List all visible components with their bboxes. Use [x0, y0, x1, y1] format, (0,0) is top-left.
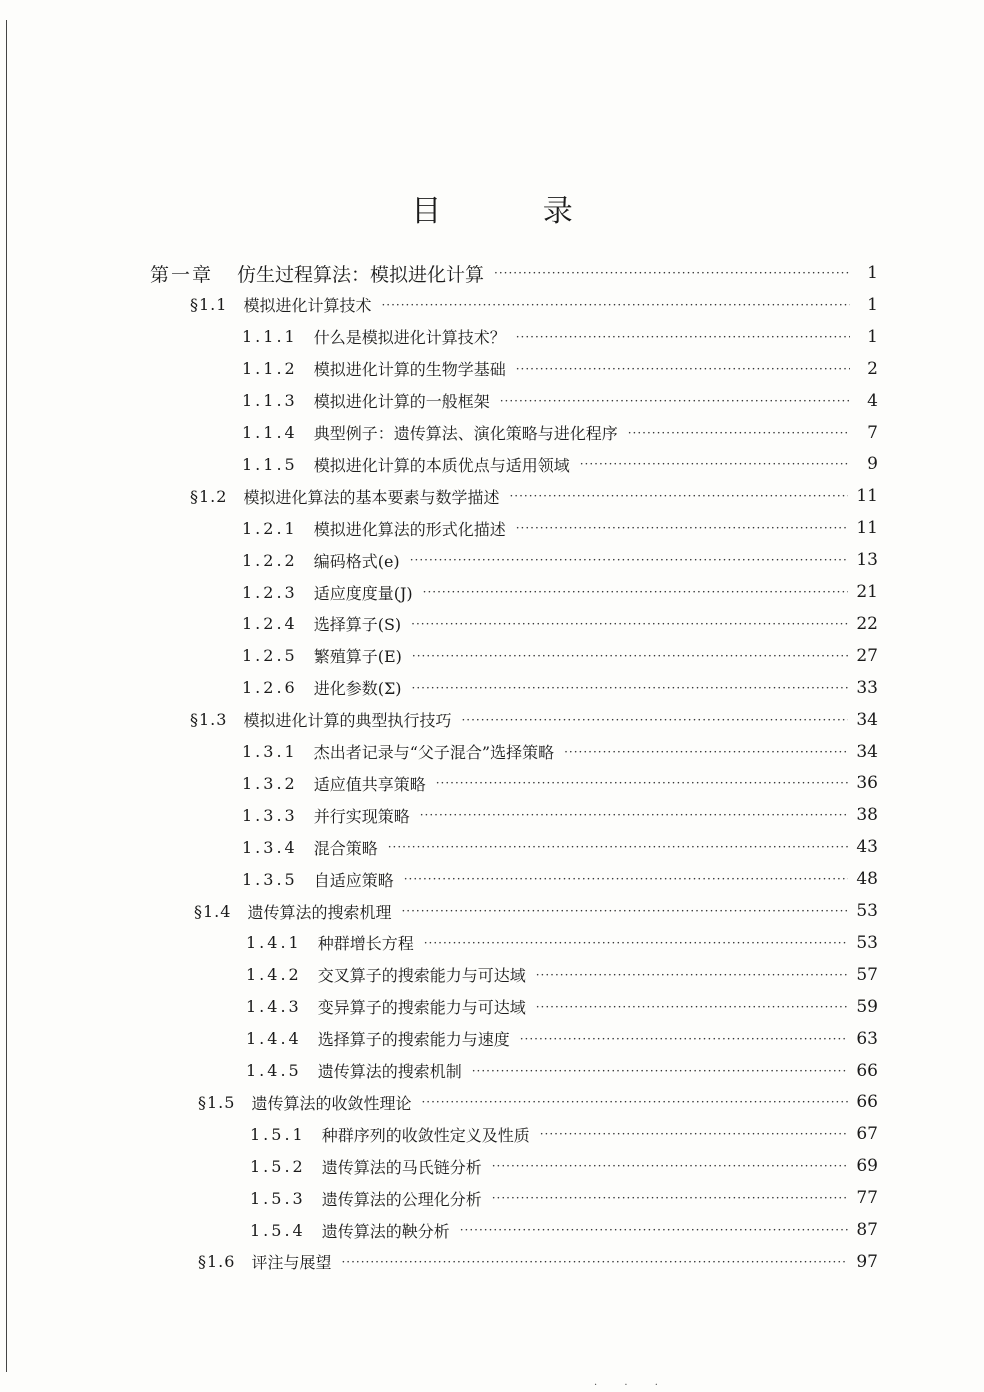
toc-entry-number: 1.3.4 — [242, 837, 298, 857]
dot-leader — [536, 1000, 849, 1014]
toc-entry-number: §1.2 — [190, 486, 228, 506]
dot-leader — [494, 266, 850, 280]
dot-leader — [401, 904, 848, 918]
toc-entry[interactable] — [194, 895, 878, 927]
toc-entry-page-number: 53 — [856, 932, 878, 953]
toc-entry[interactable] — [242, 767, 878, 799]
toc-entry-number: 1.5.4 — [250, 1220, 306, 1240]
toc-entry[interactable] — [242, 512, 878, 544]
toc-entry[interactable] — [242, 799, 878, 831]
page-footer-mark: · · · — [594, 1380, 670, 1391]
toc-entry-title: 遗传算法的鞅分析 — [321, 1221, 450, 1241]
toc-entry-page-number: 67 — [856, 1124, 878, 1145]
toc-entry-page-number: 11 — [856, 518, 878, 539]
toc-entry-number: §1.4 — [194, 901, 232, 921]
toc-entry[interactable] — [246, 991, 878, 1023]
toc-entry[interactable] — [250, 1118, 878, 1150]
toc-entry-title: 评注与展望 — [251, 1253, 332, 1273]
toc-entry-number: 1.4.1 — [246, 933, 302, 953]
toc-entry-title: 典型例子：遗传算法、演化策略与进化程序 — [313, 424, 618, 443]
toc-entry-page-number: 2 — [867, 358, 878, 379]
dot-leader — [388, 840, 849, 854]
toc-entry[interactable] — [242, 544, 878, 576]
toc-entry[interactable] — [242, 831, 878, 863]
toc-entry-page-number: 69 — [856, 1156, 878, 1177]
dot-leader — [461, 713, 848, 727]
dot-leader — [500, 394, 850, 408]
toc-entry-page-number: 13 — [856, 550, 878, 571]
toc-entry-title: 遗传算法的搜索机制 — [317, 1062, 462, 1081]
toc-entry-number: 1.1.4 — [242, 423, 298, 442]
toc-entry-number: 1.3.3 — [242, 805, 298, 825]
toc-entry-number: 1.2.6 — [242, 678, 298, 698]
toc-entry-number: 1.1.2 — [242, 359, 298, 379]
dot-leader — [628, 426, 850, 440]
dot-leader — [516, 521, 849, 535]
toc-entry-number: 1.5.1 — [250, 1124, 306, 1144]
toc-entry-title: 遗传算法的马氏链分析 — [321, 1157, 482, 1177]
dot-leader — [492, 1191, 849, 1205]
toc-entry-number: 1.5.2 — [250, 1156, 306, 1176]
toc-entry-page-number: 57 — [856, 964, 878, 985]
toc-entry-page-number: 7 — [867, 422, 878, 443]
toc-entry-title: 什么是模拟进化计算技术？ — [313, 328, 506, 348]
dot-leader — [423, 585, 849, 599]
toc-entry-page-number: 27 — [856, 645, 878, 666]
toc-entry-title: 种群增长方程 — [317, 934, 414, 954]
toc-entry-title: 模拟进化算法的形式化描述 — [313, 519, 506, 539]
dot-leader — [540, 1127, 849, 1141]
dot-leader — [536, 968, 849, 982]
toc-entry-title: 模拟进化计算的一般框架 — [313, 392, 490, 412]
toc-entry-page-number: 43 — [856, 837, 878, 858]
dot-leader — [381, 298, 850, 312]
toc-entry-page-number: 1 — [867, 263, 878, 283]
dot-leader — [564, 745, 848, 759]
toc-entry-page-number: 34 — [856, 741, 878, 762]
toc-entry-number: 1.4.4 — [246, 1029, 302, 1049]
toc-entry[interactable] — [190, 480, 878, 512]
dot-leader — [516, 330, 850, 344]
toc-entry-number: 1.1.3 — [242, 391, 298, 411]
toc-entry-page-number: 87 — [856, 1220, 878, 1240]
toc-entry[interactable] — [242, 608, 878, 640]
dot-leader — [580, 457, 850, 471]
toc-entry-title: 适应值共享策略 — [313, 774, 426, 794]
toc-entry-number: 1.1.5 — [242, 454, 298, 474]
dot-leader — [472, 1064, 849, 1078]
toc-entry-page-number: 38 — [856, 805, 878, 826]
toc-entry-page-number: 34 — [856, 709, 878, 730]
toc-entry-number: §1.3 — [190, 710, 228, 730]
toc-entry-number: §1.6 — [198, 1252, 236, 1272]
toc-entry-number: 1.2.2 — [242, 550, 298, 570]
toc-entry-page-number: 59 — [856, 996, 878, 1017]
toc-entry-title: 遗传算法的收敛性理论 — [251, 1093, 412, 1113]
toc-entry-title: 混合策略 — [313, 838, 378, 858]
toc-entry-title: 并行实现策略 — [313, 806, 410, 826]
toc-entry-page-number: 4 — [867, 390, 878, 411]
toc-entry-title: 自适应策略 — [313, 870, 394, 890]
toc-entry-page-number: 66 — [856, 1092, 878, 1113]
toc-entry-title: 选择算子的搜索能力与速度 — [317, 1030, 510, 1050]
dot-leader — [410, 553, 849, 567]
toc-entry[interactable] — [198, 1086, 878, 1118]
toc-entry-page-number: 66 — [856, 1060, 878, 1081]
toc-entry-number: 1.3.5 — [242, 869, 298, 889]
toc-entry[interactable] — [242, 353, 878, 385]
toc-entry-number: 1.4.5 — [246, 1061, 302, 1080]
toc-entry-page-number: 36 — [856, 773, 878, 794]
toc-entry-number: §1.5 — [198, 1092, 236, 1112]
dot-leader — [424, 936, 849, 950]
toc-entry[interactable] — [242, 863, 878, 895]
toc-entry-title: 杰出者记录与“父子混合”选择策略 — [313, 743, 555, 762]
toc-entry[interactable] — [242, 576, 878, 608]
toc-entry-page-number: 1 — [867, 326, 878, 347]
toc-entry[interactable] — [198, 1246, 878, 1278]
toc-entry[interactable] — [242, 321, 878, 353]
toc-entry-page-number: 48 — [856, 869, 878, 890]
toc-entry-title: 进化参数(Σ) — [313, 679, 402, 699]
toc-entry[interactable] — [150, 257, 878, 289]
toc-entry-title: 编码格式(e) — [313, 551, 400, 571]
toc-entry-title: 选择算子(S) — [313, 615, 402, 635]
toc-entry-page-number: 22 — [856, 613, 878, 634]
toc-entry-title: 种群序列的收敛性定义及性质 — [321, 1125, 530, 1145]
toc-entry[interactable] — [246, 1055, 878, 1087]
dot-leader — [509, 489, 848, 503]
dot-leader — [412, 649, 848, 663]
toc-entry[interactable] — [190, 704, 878, 736]
toc-entry-title: 模拟进化算法的基本要素与数学描述 — [243, 487, 500, 507]
toc-entry[interactable] — [242, 736, 878, 768]
toc-entry-title: 遗传算法的搜索机理 — [247, 902, 392, 922]
toc-entry[interactable] — [250, 1182, 878, 1214]
toc-entry[interactable] — [190, 289, 878, 321]
toc-entry-page-number: 77 — [856, 1188, 878, 1209]
toc-entry[interactable] — [242, 417, 878, 449]
toc-entry-number: 1.5.3 — [250, 1188, 306, 1208]
toc-entry-number: 第一章 — [150, 263, 214, 286]
toc-entry[interactable] — [250, 1214, 878, 1246]
dot-leader — [492, 1159, 849, 1173]
toc-entry-title: 遗传算法的公理化分析 — [321, 1189, 482, 1209]
page-title: 目 录 — [411, 194, 619, 229]
dot-leader — [420, 808, 849, 822]
toc-entry-title: 变异算子的搜索能力与可达域 — [317, 998, 526, 1018]
toc-entry[interactable] — [242, 672, 878, 704]
toc-entry-title: 适应度度量(J) — [313, 583, 413, 603]
toc-entry-title: 交叉算子的搜索能力与可达域 — [317, 966, 526, 986]
toc-entry-title: 模拟进化计算技术 — [243, 296, 372, 316]
toc-entry-page-number: 63 — [856, 1028, 878, 1049]
dot-leader — [520, 1032, 849, 1046]
toc-entry-number: 1.4.3 — [246, 997, 302, 1017]
toc-entry-page-number: 97 — [856, 1251, 878, 1272]
toc-entry-page-number: 11 — [856, 486, 878, 507]
toc-entry-number: 1.4.2 — [246, 965, 302, 985]
toc-entry-page-number: 53 — [856, 901, 878, 921]
dot-leader — [341, 1255, 848, 1269]
toc-entry-number: 1.3.2 — [242, 773, 298, 793]
dot-leader — [421, 1095, 848, 1109]
toc-entry-number: 1.2.5 — [242, 646, 298, 666]
toc-entry-title: 模拟进化计算的生物学基础 — [313, 360, 506, 380]
toc-entry[interactable] — [242, 640, 878, 672]
toc-entry[interactable] — [250, 1150, 878, 1182]
toc-entry-title: 仿生过程算法：模拟进化计算 — [237, 263, 485, 286]
toc-entry-page-number: 1 — [867, 294, 878, 315]
dot-leader — [436, 776, 849, 790]
toc-entry-number: 1.1.1 — [242, 327, 298, 347]
toc-entry[interactable] — [246, 959, 878, 991]
toc-entry[interactable] — [242, 385, 878, 417]
toc-entry-number: 1.2.4 — [242, 614, 298, 634]
toc-entry-page-number: 33 — [856, 677, 878, 698]
toc-entry-number: 1.3.1 — [242, 742, 298, 761]
dot-leader — [516, 362, 850, 376]
toc-entry[interactable] — [246, 927, 878, 959]
dot-leader — [404, 872, 849, 886]
toc-entry-number: 1.2.3 — [242, 582, 298, 602]
toc-entry[interactable] — [242, 448, 878, 480]
toc-entry-page-number: 9 — [867, 454, 878, 475]
toc-entry-number: §1.1 — [190, 295, 228, 315]
dot-leader — [411, 617, 848, 631]
toc-entry-title: 模拟进化计算的典型执行技巧 — [243, 711, 452, 731]
toc-entry-number: 1.2.1 — [242, 518, 298, 538]
toc-entry-page-number: 21 — [856, 582, 878, 602]
dot-leader — [460, 1223, 849, 1237]
toc-entry[interactable] — [246, 1023, 878, 1055]
toc-entry-title: 模拟进化计算的本质优点与适用领域 — [313, 455, 570, 475]
dot-leader — [412, 681, 849, 695]
toc-entry-title: 繁殖算子(E) — [313, 647, 402, 667]
